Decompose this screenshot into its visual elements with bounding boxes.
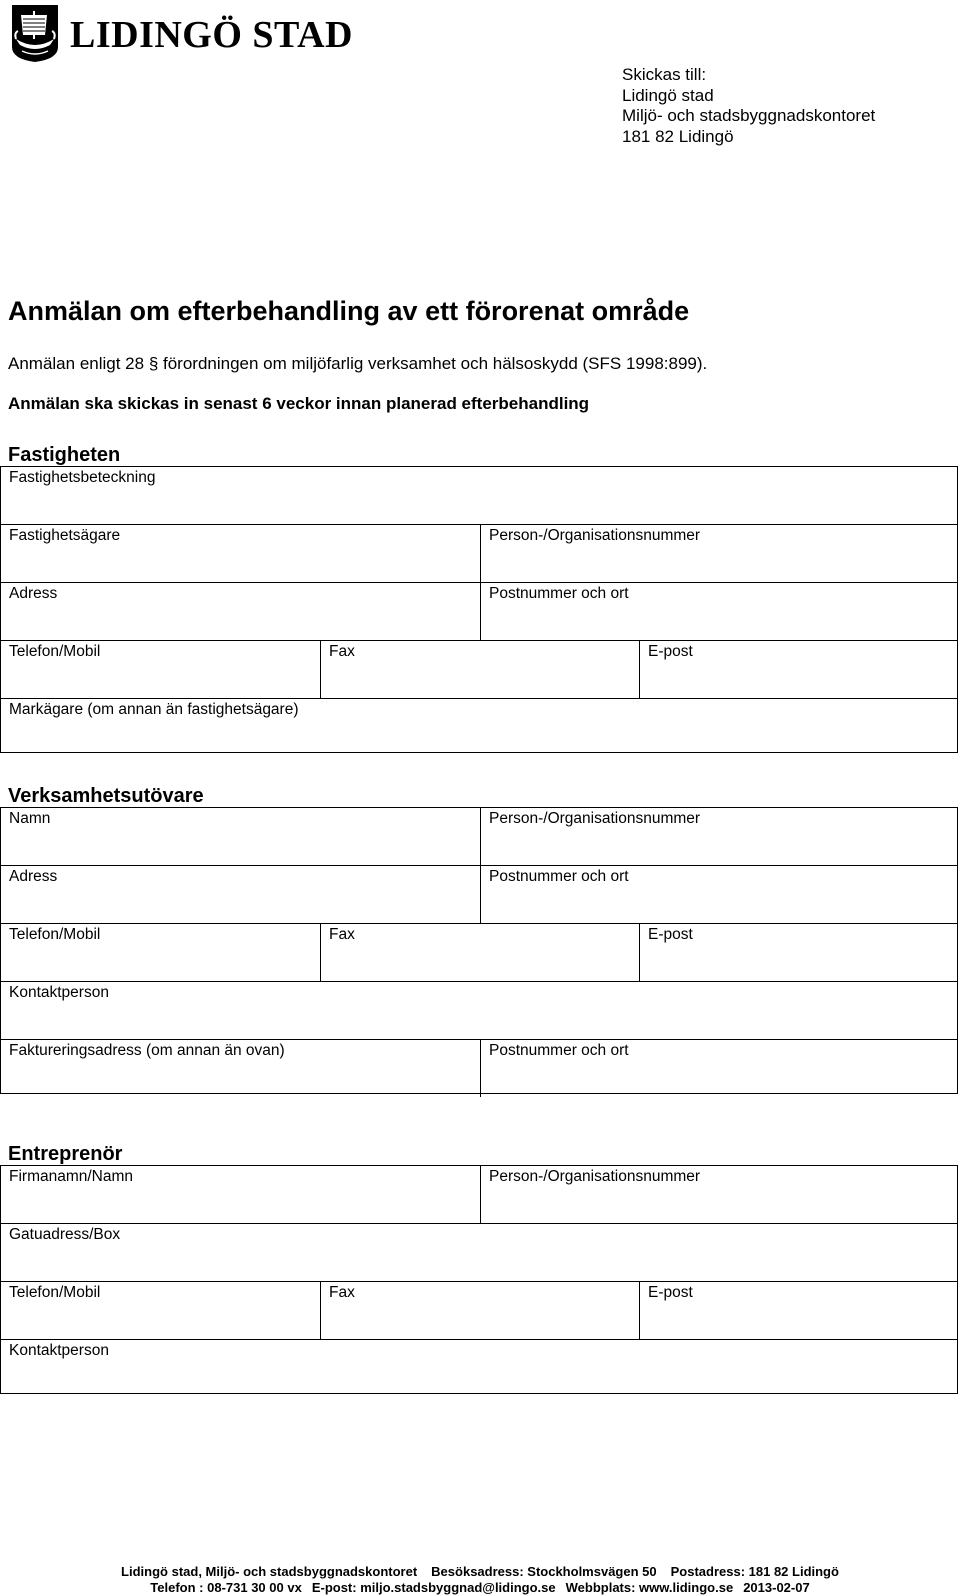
field-label: Kontaktperson (9, 984, 109, 1001)
field-orgnr[interactable] (480, 1166, 957, 1223)
footer-line-1 (0, 1564, 960, 1579)
field-postnummer[interactable] (480, 583, 957, 640)
send-to-label: Skickas till: (622, 65, 707, 84)
field-label: Firmanamn/Namn (9, 1168, 134, 1185)
field-label: Namn (9, 810, 51, 827)
field-label: Adress (9, 868, 58, 885)
field-label: Faktureringsadress (om annan än ovan) (9, 1042, 285, 1059)
field-fax[interactable] (320, 924, 639, 981)
footer-website: Webbplats: www.lidingo.se (565, 1580, 734, 1595)
field-epost[interactable] (639, 1282, 957, 1339)
field-telefon[interactable] (1, 641, 320, 698)
field-epost[interactable] (639, 924, 957, 981)
send-to-line: Miljö- och stadsbyggnadskontoret (622, 106, 876, 125)
field-namn[interactable] (1, 808, 480, 865)
footer-line-2 (0, 1580, 960, 1595)
footer-visit-address: Besöksadress: Stockholmsvägen 50 (431, 1564, 657, 1579)
logo (10, 2, 353, 64)
field-label: Telefon/Mobil (9, 643, 101, 660)
form-verksamhetsutovare (0, 807, 958, 1094)
field-adress[interactable] (1, 583, 480, 640)
field-label: Kontaktperson (9, 1342, 109, 1359)
field-label: Markägare (om annan än fastighetsägare) (9, 701, 299, 718)
form-entreprenor (0, 1165, 958, 1394)
field-label: Postnummer och ort (489, 868, 629, 885)
law-reference-text: Anmälan enligt 28 § förordningen om miljöfarlig verksamhet och hälsoskydd (SFS 1998:899). (8, 354, 708, 373)
deadline-notice: Anmälan ska skickas in senast 6 veckor innan planerad efterbehandling (8, 394, 590, 413)
section-title-verksamhetsutovare: Verksamhetsutövare (8, 785, 204, 807)
viking-ship-emblem-icon (10, 3, 60, 63)
field-firmanamn[interactable] (1, 1166, 480, 1223)
field-label: Fastighetsbeteckning (9, 469, 156, 486)
logo-text: LIDINGÖ STAD (70, 14, 353, 56)
section-title-fastigheten: Fastigheten (8, 444, 121, 466)
send-to-address (622, 65, 875, 147)
field-label: Fastighetsägare (9, 527, 121, 544)
field-gatuadress[interactable] (1, 1224, 957, 1281)
field-orgnr[interactable] (480, 808, 957, 865)
footer-email: E-post: miljo.stadsbyggnad@lidingo.se (311, 1580, 556, 1595)
field-label: E-post (648, 1284, 693, 1301)
field-telefon[interactable] (1, 1282, 320, 1339)
field-label: Fax (329, 926, 355, 943)
section-title-entreprenor: Entreprenör (8, 1143, 123, 1165)
footer-date: 2013-02-07 (743, 1580, 810, 1595)
footer-postal-address: Postadress: 181 82 Lidingö (670, 1564, 839, 1579)
page-title: Anmälan om efterbehandling av ett förorenat område (8, 296, 690, 326)
field-label: E-post (648, 643, 693, 660)
footer-office: Lidingö stad, Miljö- och stadsbyggnadskontoret (121, 1564, 418, 1579)
field-fastighetsagare[interactable] (1, 525, 480, 582)
field-fastighetsbeteckning[interactable] (1, 467, 957, 524)
field-label: Fax (329, 643, 355, 660)
form-fastigheten (0, 466, 958, 753)
field-label: Adress (9, 585, 58, 602)
footer-phone: Telefon : 08-731 30 00 vx (150, 1580, 302, 1595)
field-label: Gatuadress/Box (9, 1226, 121, 1243)
field-fax[interactable] (320, 641, 639, 698)
field-label: Telefon/Mobil (9, 1284, 101, 1301)
send-to-line: 181 82 Lidingö (622, 126, 734, 146)
field-label: Fax (329, 1284, 355, 1301)
field-label: Person-/Organisationsnummer (489, 527, 701, 544)
field-label: Person-/Organisationsnummer (489, 810, 701, 827)
field-label: Person-/Organisationsnummer (489, 1168, 701, 1185)
field-kontaktperson[interactable] (1, 982, 957, 1039)
field-label: Postnummer och ort (489, 1042, 629, 1059)
send-to-line: Lidingö stad (622, 85, 714, 105)
field-fax[interactable] (320, 1282, 639, 1339)
field-kontaktperson[interactable] (1, 1340, 957, 1397)
field-postnummer[interactable] (480, 1040, 957, 1097)
field-orgnr[interactable] (480, 525, 957, 582)
field-markagare[interactable] (1, 699, 957, 756)
field-label: E-post (648, 926, 693, 943)
field-adress[interactable] (1, 866, 480, 923)
field-telefon[interactable] (1, 924, 320, 981)
field-label: Postnummer och ort (489, 585, 629, 602)
field-postnummer[interactable] (480, 866, 957, 923)
field-label: Telefon/Mobil (9, 926, 101, 943)
field-faktureringsadress[interactable] (1, 1040, 480, 1097)
field-epost[interactable] (639, 641, 957, 698)
